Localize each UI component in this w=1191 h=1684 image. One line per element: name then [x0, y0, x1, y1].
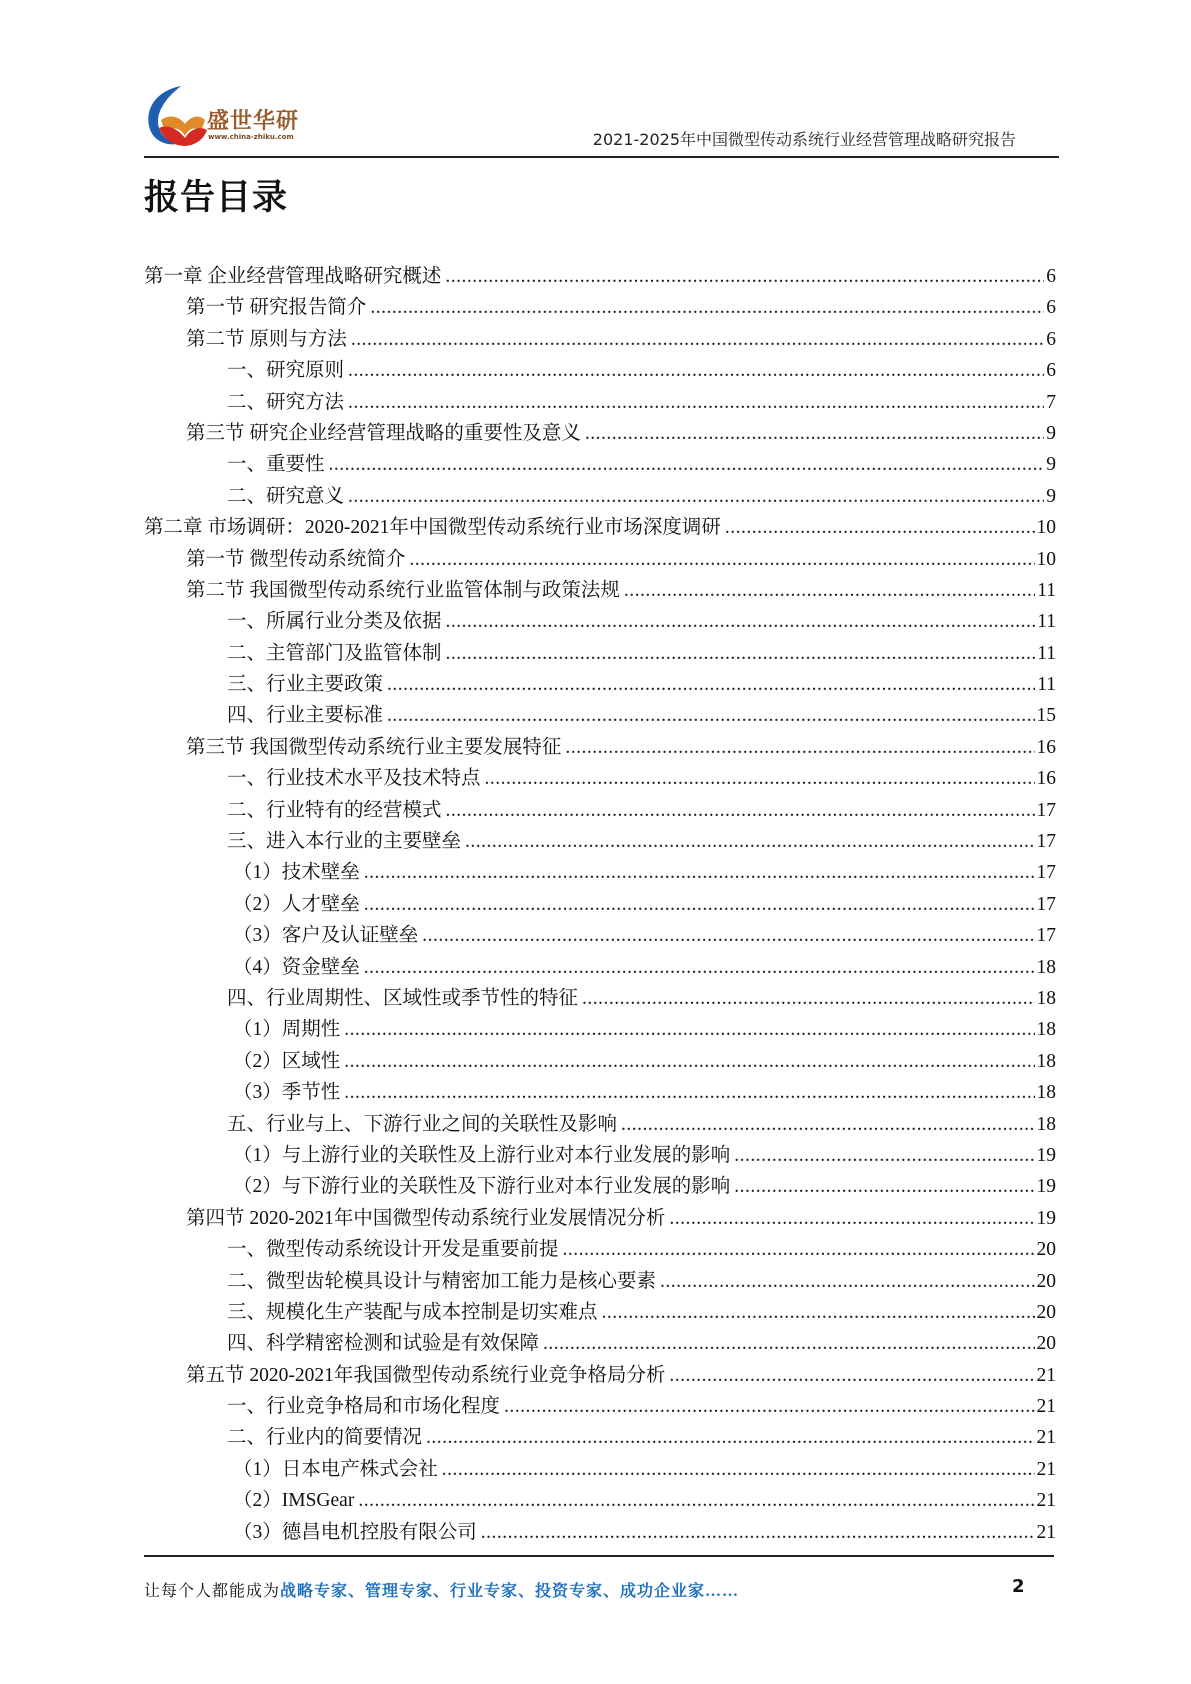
toc-entry-label: （2）IMSGear	[233, 1490, 355, 1512]
toc-entry[interactable]	[144, 512, 1056, 543]
toc-entry[interactable]	[144, 1391, 1056, 1422]
toc-entry-page: 19	[1036, 1207, 1056, 1229]
toc-entry-page: 15	[1036, 705, 1056, 727]
toc-dot-leader	[446, 795, 1035, 826]
toc-entry-label: 第二章 市场调研：2020-2021年中国微型传动系统行业市场深度调研	[144, 517, 721, 539]
toc-entry-page: 20	[1036, 1270, 1056, 1292]
toc-entry-page: 18	[1036, 987, 1056, 1009]
toc-entry-page: 16	[1036, 736, 1056, 758]
toc-entry[interactable]	[144, 669, 1056, 700]
toc-entry[interactable]	[144, 638, 1056, 669]
toc-entry[interactable]	[144, 1266, 1056, 1297]
toc-entry-label: 第三节 我国微型传动系统行业主要发展特征	[186, 736, 562, 758]
report-title: 2021-2025年中国微型传动系统行业经营管理战略研究报告	[592, 130, 1016, 149]
toc-entry-page: 19	[1036, 1176, 1056, 1198]
toc-dot-leader	[344, 1014, 1034, 1045]
company-logo	[141, 84, 311, 148]
toc-dot-leader	[422, 920, 1034, 951]
toc-dot-leader	[446, 638, 1036, 669]
toc-entry-page: 17	[1036, 893, 1056, 915]
toc-entry-label: （1）周期性	[233, 1019, 341, 1041]
toc-entry[interactable]	[144, 1297, 1056, 1328]
toc-dot-leader	[364, 889, 1035, 920]
toc-entry-label: 一、所属行业分类及依据	[227, 611, 442, 633]
toc-entry-label: （4）资金壁垒	[233, 956, 360, 978]
toc-entry-page: 21	[1036, 1521, 1056, 1543]
toc-entry[interactable]	[144, 826, 1056, 857]
toc-dot-leader	[624, 575, 1035, 606]
toc-entry[interactable]	[144, 1203, 1056, 1234]
toc-entry-label: 四、行业周期性、区域性或季节性的特征	[227, 987, 579, 1009]
toc-entry-page: 6	[1046, 328, 1056, 350]
toc-entry-page: 21	[1036, 1490, 1056, 1512]
toc-entry-page: 20	[1036, 1301, 1056, 1323]
toc-dot-leader	[426, 1422, 1034, 1453]
toc-dot-leader	[725, 512, 1035, 543]
toc-entry-label: （2）人才壁垒	[233, 893, 360, 915]
toc-entry-label: 第五节 2020-2021年我国微型传动系统行业竞争格局分析	[186, 1364, 666, 1386]
toc-entry-page: 20	[1036, 1239, 1056, 1261]
toc-dot-leader	[734, 1171, 1034, 1202]
toc-entry-label: 第三节 研究企业经营管理战略的重要性及意义	[186, 422, 581, 444]
toc-entry[interactable]	[144, 983, 1056, 1014]
toc-entry-label: 二、主管部门及监管体制	[227, 642, 442, 664]
toc-dot-leader	[364, 952, 1035, 983]
logo-url: www.china-zhiku.com	[208, 133, 294, 141]
header-divider	[144, 156, 1059, 158]
toc-dot-leader	[563, 1234, 1035, 1265]
toc-entry[interactable]	[144, 1454, 1056, 1485]
toc-entry-label: 一、重要性	[227, 454, 325, 476]
toc-entry-label: 二、行业内的简要情况	[227, 1427, 423, 1449]
toc-dot-leader	[734, 1140, 1034, 1171]
toc-entry-page: 6	[1046, 360, 1056, 382]
toc-dot-leader	[669, 1360, 1034, 1391]
toc-entry-page: 17	[1036, 831, 1056, 853]
toc-entry-label: （3）客户及认证壁垒	[233, 925, 419, 947]
toc-entry[interactable]	[144, 292, 1056, 323]
toc-entry[interactable]	[144, 1485, 1056, 1516]
toc-entry-page: 18	[1036, 1082, 1056, 1104]
toc-entry-label: （1）日本电产株式会社	[233, 1458, 438, 1480]
toc-entry-page: 11	[1037, 579, 1056, 601]
footer-divider	[144, 1555, 1054, 1557]
toc-entry-label: 二、研究方法	[227, 391, 345, 413]
toc-dot-leader	[543, 1328, 1034, 1359]
toc-entry-label: （1）技术壁垒	[233, 862, 360, 884]
toc-entry[interactable]	[144, 387, 1056, 418]
toc-entry[interactable]	[144, 575, 1056, 606]
toc-dot-leader	[348, 387, 1044, 418]
toc-dot-leader	[445, 261, 1044, 292]
toc-entry-page: 21	[1036, 1396, 1056, 1418]
toc-entry-label: 第二节 我国微型传动系统行业监管体制与政策法规	[186, 579, 620, 601]
toc-entry[interactable]	[144, 1171, 1056, 1202]
toc-entry-label: 第一章 企业经营管理战略研究概述	[144, 266, 442, 287]
toc-entry-label: 第一节 微型传动系统简介	[186, 548, 406, 570]
toc-entry[interactable]	[144, 1046, 1056, 1077]
toc-entry[interactable]	[144, 1109, 1056, 1140]
toc-entry-label: （3）德昌电机控股有限公司	[233, 1521, 477, 1543]
toc-entry[interactable]	[144, 1077, 1056, 1108]
toc-entry[interactable]	[144, 418, 1056, 449]
toc-entry-page: 21	[1036, 1427, 1056, 1449]
toc-dot-leader	[351, 324, 1044, 355]
toc-entry-page: 11	[1037, 611, 1056, 633]
toc-entry-label: 三、进入本行业的主要壁垒	[227, 831, 462, 853]
toc-dot-leader	[602, 1297, 1035, 1328]
toc-entry[interactable]	[144, 1014, 1056, 1045]
toc-entry-page: 18	[1036, 1019, 1056, 1041]
toc-entry-page: 21	[1036, 1458, 1056, 1480]
toc-dot-leader	[582, 983, 1034, 1014]
toc-entry-label: 二、微型齿轮模具设计与精密加工能力是核心要素	[227, 1270, 657, 1292]
toc-entry-page: 10	[1036, 548, 1056, 570]
toc-entry[interactable]	[144, 261, 1056, 292]
toc-entry-label: 第一节 研究报告简介	[186, 297, 367, 319]
toc-entry-page: 18	[1036, 1113, 1056, 1135]
toc-dot-leader	[565, 732, 1034, 763]
toc-entry[interactable]	[144, 544, 1056, 575]
toc-entry[interactable]	[144, 355, 1056, 386]
toc-entry-label: 一、行业竞争格局和市场化程度	[227, 1396, 501, 1418]
footer-slogan-highlight: 战略专家、管理专家、行业专家、投资专家、成功企业家……	[280, 1583, 740, 1600]
toc-entry-page: 11	[1037, 674, 1056, 696]
toc-entry-label: 四、科学精密检测和试验是有效保障	[227, 1333, 540, 1355]
toc-dot-leader	[370, 292, 1044, 323]
toc-entry-label: （3）季节性	[233, 1082, 341, 1104]
toc-entry-page: 6	[1046, 266, 1056, 287]
toc-dot-leader	[669, 1203, 1034, 1234]
toc-entry[interactable]	[144, 795, 1056, 826]
toc-entry-label: 一、研究原则	[227, 360, 345, 382]
table-of-contents	[144, 261, 1056, 1548]
toc-dot-leader	[660, 1266, 1034, 1297]
toc-dot-leader	[485, 763, 1035, 794]
toc-dot-leader	[481, 1517, 1035, 1548]
toc-entry-page: 17	[1036, 799, 1056, 821]
toc-dot-leader	[387, 700, 1034, 731]
toc-entry-page: 10	[1036, 517, 1056, 539]
toc-entry[interactable]	[144, 763, 1056, 794]
toc-dot-leader	[364, 857, 1035, 888]
toc-entry-page: 18	[1036, 956, 1056, 978]
toc-entry-label: （2）区域性	[233, 1050, 341, 1072]
toc-entry-label: 一、微型传动系统设计开发是重要前提	[227, 1239, 559, 1261]
toc-entry-label: 五、行业与上、下游行业之间的关联性及影响	[227, 1113, 618, 1135]
toc-dot-leader	[446, 606, 1036, 637]
toc-dot-leader	[358, 1485, 1034, 1516]
toc-entry[interactable]	[144, 952, 1056, 983]
toc-entry-page: 21	[1036, 1364, 1056, 1386]
page-number: 2	[1012, 1576, 1025, 1597]
toc-entry[interactable]	[144, 1517, 1056, 1548]
toc-entry-page: 20	[1036, 1333, 1056, 1355]
toc-entry-page: 17	[1036, 925, 1056, 947]
toc-dot-leader	[442, 1454, 1035, 1485]
toc-entry[interactable]	[144, 857, 1056, 888]
toc-entry[interactable]	[144, 700, 1056, 731]
toc-entry-page: 6	[1046, 297, 1056, 319]
logo-name: 盛世华研	[207, 109, 300, 134]
logo-emblem-icon	[141, 84, 211, 148]
toc-entry[interactable]	[144, 1360, 1056, 1391]
toc-entry[interactable]	[144, 324, 1056, 355]
toc-dot-leader	[344, 1077, 1034, 1108]
toc-entry[interactable]	[144, 449, 1056, 480]
toc-entry-page: 18	[1036, 1050, 1056, 1072]
toc-entry[interactable]	[144, 732, 1056, 763]
toc-entry-page: 7	[1046, 391, 1056, 413]
page-title: 报告目录	[144, 178, 289, 218]
toc-entry[interactable]	[144, 1234, 1056, 1265]
toc-entry[interactable]	[144, 606, 1056, 637]
toc-entry-label: 第二节 原则与方法	[186, 328, 347, 350]
toc-entry-label: 三、规模化生产装配与成本控制是切实难点	[227, 1301, 598, 1323]
toc-entry-page: 16	[1036, 768, 1056, 790]
toc-entry-label: 二、研究意义	[227, 485, 345, 507]
toc-entry-label: 四、行业主要标准	[227, 705, 384, 727]
toc-entry-page: 9	[1046, 485, 1056, 507]
toc-dot-leader	[465, 826, 1034, 857]
toc-entry-label: 三、行业主要政策	[227, 674, 384, 696]
toc-entry[interactable]	[144, 1422, 1056, 1453]
footer-slogan	[144, 1578, 739, 1601]
toc-entry-label: （2）与下游行业的关联性及下游行业对本行业发展的影响	[233, 1176, 731, 1198]
toc-entry-label: （1）与上游行业的关联性及上游行业对本行业发展的影响	[233, 1144, 731, 1166]
toc-dot-leader	[344, 1046, 1034, 1077]
toc-dot-leader	[409, 544, 1034, 575]
toc-entry[interactable]	[144, 1328, 1056, 1359]
footer-slogan-prefix: 让每个人都能成为	[144, 1583, 281, 1600]
toc-dot-leader	[348, 355, 1044, 386]
toc-dot-leader	[348, 481, 1044, 512]
toc-entry-label: 二、行业特有的经营模式	[227, 799, 442, 821]
toc-entry-label: 第四节 2020-2021年中国微型传动系统行业发展情况分析	[186, 1207, 666, 1229]
toc-entry-page: 19	[1036, 1144, 1056, 1166]
toc-dot-leader	[387, 669, 1035, 700]
toc-entry-label: 一、行业技术水平及技术特点	[227, 768, 481, 790]
toc-entry-page: 9	[1046, 454, 1056, 476]
toc-entry[interactable]	[144, 1140, 1056, 1171]
toc-dot-leader	[621, 1109, 1034, 1140]
toc-dot-leader	[504, 1391, 1034, 1422]
toc-entry-page: 9	[1046, 422, 1056, 444]
toc-entry-page: 11	[1037, 642, 1056, 664]
toc-entry[interactable]	[144, 481, 1056, 512]
toc-dot-leader	[329, 449, 1045, 480]
toc-entry-page: 17	[1036, 862, 1056, 884]
toc-dot-leader	[585, 418, 1044, 449]
toc-entry[interactable]	[144, 889, 1056, 920]
toc-entry[interactable]	[144, 920, 1056, 951]
